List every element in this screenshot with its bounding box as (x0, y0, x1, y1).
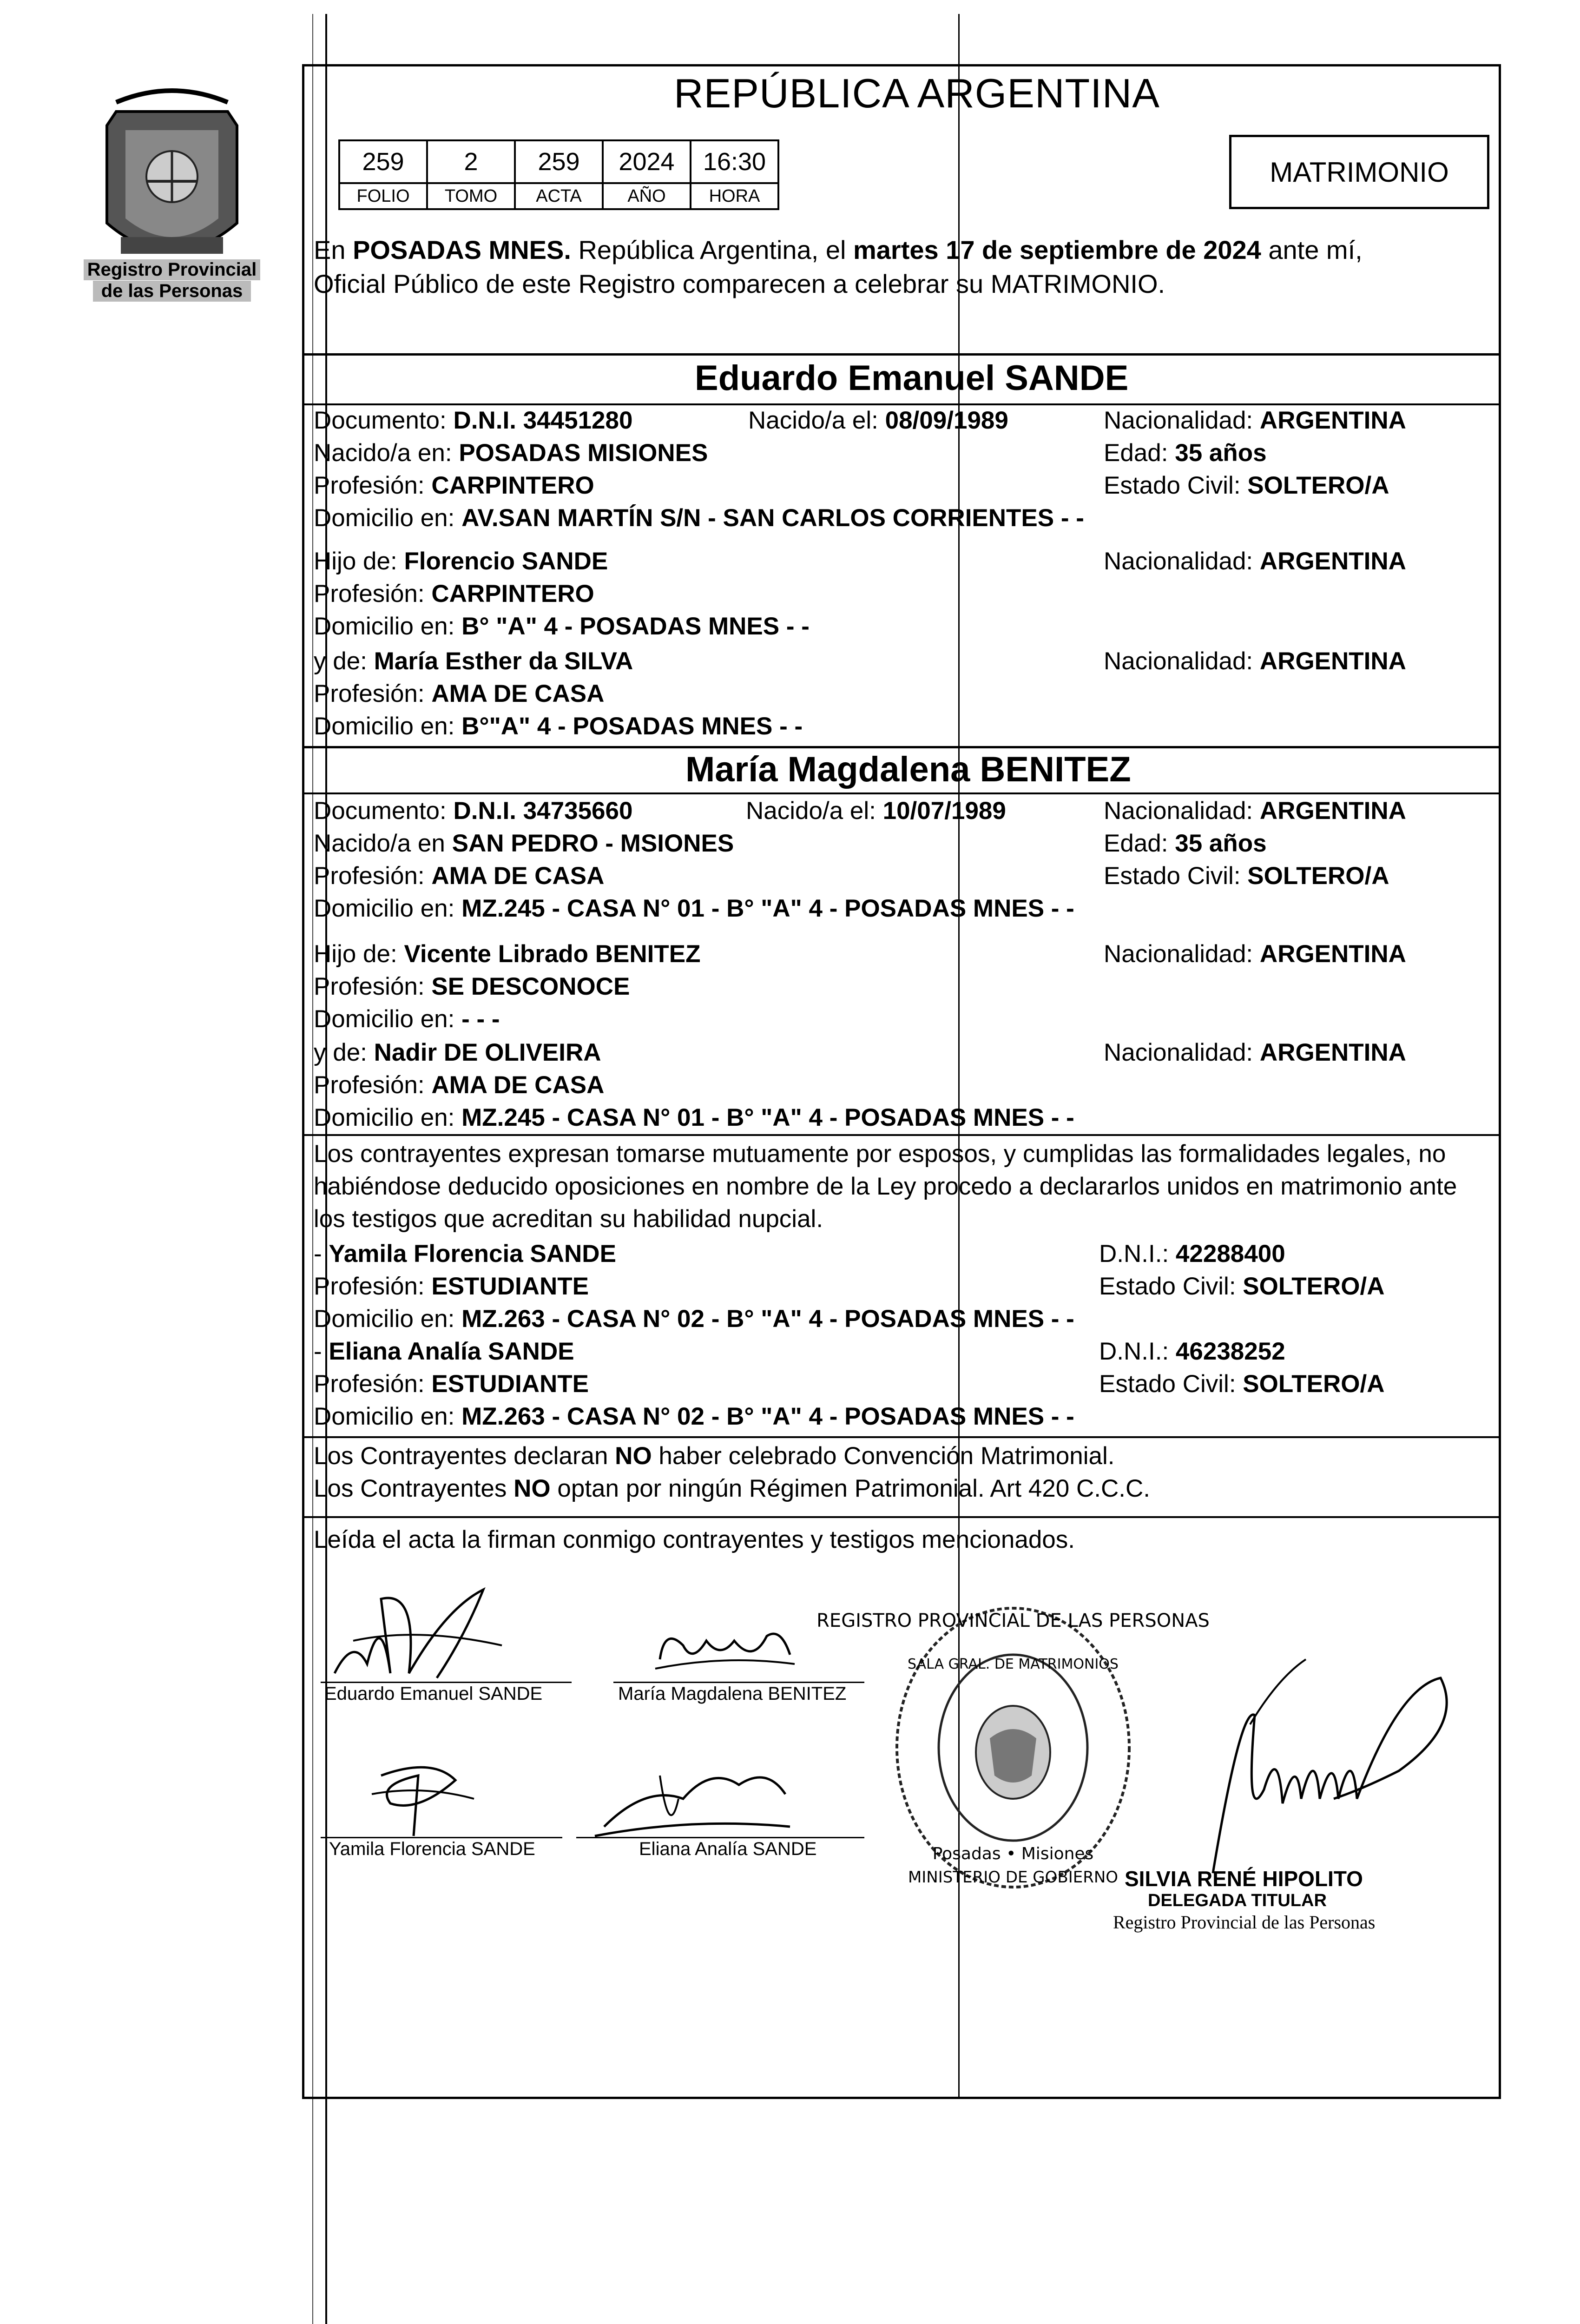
hora-value: 16:30 (691, 140, 778, 183)
value: Vicente Librado BENITEZ (404, 940, 701, 968)
intro-line-1 (314, 235, 1363, 265)
value: Yamila Florencia SANDE (329, 1240, 616, 1268)
groom-age (1104, 438, 1267, 469)
groom-civil (1104, 470, 1389, 501)
label: Nacionalidad: (1104, 407, 1260, 434)
witness-1-prof (314, 1271, 589, 1302)
divider (302, 746, 1501, 748)
label: Domicilio en: (314, 1403, 462, 1430)
label: y de: (314, 647, 374, 675)
seal-text-outer: REGISTRO PROVINCIAL DE LAS PERSONAS (816, 1610, 1210, 1631)
value: MZ.245 - CASA N° 01 - B° "A" 4 - POSADAS MNES - - (461, 895, 1074, 922)
seal-stamp (816, 1599, 1210, 1896)
witness-2-prof (314, 1369, 589, 1400)
label: Domicilio en: (314, 504, 462, 532)
groom-mother (314, 646, 633, 677)
signature-scribble (590, 1757, 795, 1850)
label: Nacido/a en (314, 830, 452, 857)
groom-addr (314, 503, 1084, 534)
label: Domicilio en: (314, 1104, 462, 1131)
intro-text-2: República Argentina, el (571, 235, 853, 264)
label: Profesión: (314, 1370, 432, 1398)
value: ARGENTINA (1259, 940, 1406, 968)
bride-mother-addr (314, 1103, 1074, 1133)
value: SE DESCONOCE (431, 973, 630, 1000)
value: SOLTERO/A (1243, 1370, 1385, 1398)
seal-text-inner: SALA GRAL. DE MATRIMONIOS (908, 1656, 1119, 1672)
value: SOLTERO/A (1247, 472, 1389, 499)
value: D.N.I. 34735660 (453, 797, 633, 825)
seal-text-city: Posadas • Misiones (932, 1844, 1094, 1863)
value: María Esther da SILVA (374, 647, 633, 675)
seal-text-bottom: MINISTERIO DE GOBIERNO (908, 1868, 1119, 1887)
bride-father-prof (314, 971, 630, 1002)
label: Profesión: (314, 862, 432, 890)
label: Profesión: (314, 472, 432, 499)
label: Nacionalidad: (1104, 940, 1260, 968)
hora-label: HORA (691, 183, 778, 209)
witness-1-addr (314, 1304, 1074, 1334)
value: MZ.263 - CASA N° 02 - B° "A" 4 - POSADAS MNES - - (461, 1403, 1074, 1430)
tomo-value: 2 (427, 140, 515, 183)
groom-father (314, 546, 608, 577)
label: Domicilio en: (314, 1005, 462, 1033)
label: Nacionalidad: (1104, 797, 1260, 825)
label: y de: (314, 1039, 374, 1066)
value: CARPINTERO (431, 580, 594, 607)
divider (302, 1134, 1501, 1136)
label: Edad: (1104, 830, 1175, 857)
label: Estado Civil: (1099, 1370, 1243, 1398)
label: Profesión: (314, 580, 432, 607)
bullet: - (314, 1338, 329, 1365)
label: Nacionalidad: (1104, 548, 1260, 575)
value: 46238252 (1175, 1338, 1285, 1365)
groom-birthplace (314, 438, 708, 469)
acta-label: ACTA (515, 183, 603, 209)
witness-1-signature (362, 1748, 483, 1843)
value: 10/07/1989 (882, 797, 1006, 825)
value: 35 años (1175, 439, 1267, 467)
emphasis: NO (615, 1442, 652, 1470)
value: ESTUDIANTE (431, 1370, 589, 1398)
text: Los Contrayentes declaran (314, 1442, 615, 1470)
bride-prof (314, 861, 604, 891)
label: Estado Civil: (1104, 862, 1248, 890)
label: Nacido/a el: (746, 797, 883, 825)
folio-label: FOLIO (339, 183, 427, 209)
text: haber celebrado Convención Matrimonial. (652, 1442, 1115, 1470)
groom-name: Eduardo Emanuel SANDE (695, 358, 1129, 398)
anio-value: 2024 (603, 140, 691, 183)
label: Domicilio en: (314, 613, 462, 640)
officer-stamp-title: DELEGADA TITULAR (1148, 1891, 1327, 1910)
intro-city: POSADAS MNES. (353, 235, 571, 264)
value: B°"A" 4 - POSADAS MNES - - (461, 713, 803, 740)
declaration-line-3: los testigos que acreditan su habilidad nupcial. (314, 1205, 823, 1233)
groom-nat (1104, 405, 1406, 436)
value: ARGENTINA (1259, 548, 1406, 575)
label: Nacido/a el: (748, 407, 885, 434)
bride-name: María Magdalena BENITEZ (685, 750, 1131, 789)
value: AMA DE CASA (431, 1071, 605, 1099)
logo-caption-2: de las Personas (93, 281, 251, 302)
label: Domicilio en: (314, 1305, 462, 1333)
label: D.N.I.: (1099, 1338, 1176, 1365)
value: MZ.263 - CASA N° 02 - B° "A" 4 - POSADAS MNES - - (461, 1305, 1074, 1333)
groom-signature-label: Eduardo Emanuel SANDE (324, 1684, 543, 1704)
intro-line-2: Oficial Público de este Registro comparecen a celebrar su MATRIMONIO. (314, 269, 1165, 298)
value: CARPINTERO (431, 472, 594, 499)
value: POSADAS MISIONES (459, 439, 708, 467)
value: 35 años (1175, 830, 1267, 857)
anio-label: AÑO (603, 183, 691, 209)
value: - - - (461, 1005, 500, 1033)
bride-addr (314, 893, 1074, 924)
witness-2-name (314, 1336, 574, 1367)
value: AMA DE CASA (431, 862, 605, 890)
value: Eliana Analía SANDE (329, 1338, 574, 1365)
groom-father-prof (314, 579, 594, 609)
label: Documento: (314, 797, 454, 825)
bride-signature (651, 1618, 799, 1680)
officer-signature (1139, 1650, 1473, 1894)
groom-signature (325, 1580, 520, 1694)
value: MZ.245 - CASA N° 01 - B° "A" 4 - POSADAS MNES - - (461, 1104, 1074, 1131)
provincial-logo (88, 84, 256, 307)
country-title: REPÚBLICA ARGENTINA (674, 70, 1160, 116)
groom-mother-prof (314, 679, 604, 709)
value: SOLTERO/A (1247, 862, 1389, 890)
intro-text: En (314, 235, 353, 264)
groom-father-nat (1104, 546, 1406, 577)
witness-2-signature-label: Eliana Analía SANDE (639, 1839, 817, 1859)
groom-prof (314, 470, 594, 501)
bride-nat (1104, 796, 1406, 826)
officer-stamp-org: Registro Provincial de las Personas (1113, 1912, 1376, 1933)
groom-doc (314, 405, 632, 436)
label: Edad: (1104, 439, 1175, 467)
label: Domicilio en: (314, 895, 462, 922)
bride-age (1104, 828, 1267, 859)
signature-scribble (325, 1580, 520, 1692)
value: ARGENTINA (1259, 1039, 1406, 1066)
groom-born (748, 405, 1008, 436)
bride-civil (1104, 861, 1389, 891)
value: ARGENTINA (1259, 797, 1406, 825)
bride-signature-line (613, 1682, 864, 1683)
bride-father-addr (314, 1004, 500, 1035)
label: Estado Civil: (1104, 472, 1248, 499)
value: D.N.I. 34451280 (453, 407, 633, 434)
officer-stamp-name: SILVIA RENÉ HIPOLITO (1125, 1867, 1363, 1891)
bride-father (314, 939, 701, 970)
folio-value: 259 (339, 140, 427, 183)
label: Nacionalidad: (1104, 647, 1260, 675)
label: Profesión: (314, 1071, 432, 1099)
value: B° "A" 4 - POSADAS MNES - - (461, 613, 810, 640)
bride-doc (314, 796, 632, 826)
value: ARGENTINA (1259, 647, 1406, 675)
divider (302, 1436, 1501, 1438)
label: Profesión: (314, 1273, 432, 1300)
emphasis: NO (514, 1475, 551, 1502)
value: ESTUDIANTE (431, 1273, 589, 1300)
label: Profesión: (314, 973, 432, 1000)
official-seal (816, 1599, 1210, 1899)
label: D.N.I.: (1099, 1240, 1176, 1268)
acta-value: 259 (515, 140, 603, 183)
groom-mother-nat (1104, 646, 1406, 677)
bride-mother (314, 1037, 601, 1068)
bullet: - (314, 1240, 329, 1268)
declaration-line-2: habiéndose deducido oposiciones en nombre de la Ley procedo a declararlos unidos en matrimonio ante (314, 1173, 1457, 1200)
witness-1-name (314, 1239, 616, 1269)
divider (302, 1516, 1501, 1518)
bride-birthplace (314, 828, 734, 859)
value: 42288400 (1175, 1240, 1285, 1268)
value: Florencio SANDE (404, 548, 608, 575)
declaration-line-1: Los contrayentes expresan tomarse mutuamente por esposos, y cumplidas las formalidades legales, no (314, 1140, 1446, 1168)
label: Estado Civil: (1099, 1273, 1243, 1300)
value: Nadir DE OLIVEIRA (374, 1039, 601, 1066)
label: Profesión: (314, 680, 432, 707)
signature-scribble (362, 1748, 483, 1841)
witness-2-addr (314, 1401, 1074, 1432)
witness-1-signature-label: Yamila Florencia SANDE (329, 1839, 535, 1859)
intro-date: martes 17 de septiembre de 2024 (853, 235, 1261, 264)
bride-mother-prof (314, 1070, 604, 1101)
bride-mother-nat (1104, 1037, 1406, 1068)
divider (302, 792, 1501, 794)
signature-scribble (1139, 1650, 1473, 1892)
logo-caption-1: Registro Provincial (84, 259, 260, 280)
witness-1-signature-line (321, 1837, 562, 1838)
signature-scribble (651, 1618, 799, 1678)
value: 08/09/1989 (885, 407, 1008, 434)
value: SAN PEDRO - MSIONES (452, 830, 734, 857)
label: Hijo de: (314, 548, 404, 575)
tomo-label: TOMO (427, 183, 515, 209)
registry-table (338, 139, 779, 210)
label: Documento: (314, 407, 454, 434)
convention-line-2 (314, 1473, 1150, 1504)
value: AV.SAN MARTÍN S/N - SAN CARLOS CORRIENTES - - (461, 504, 1084, 532)
convention-line-1 (314, 1441, 1114, 1472)
groom-mother-addr (314, 711, 803, 742)
bride-signature-label: María Magdalena BENITEZ (618, 1684, 847, 1704)
value: ARGENTINA (1259, 407, 1406, 434)
groom-father-addr (314, 611, 810, 642)
read-statement: Leída el acta la firman conmigo contrayentes y testigos mencionados. (314, 1526, 1075, 1553)
groom-signature-line (321, 1682, 572, 1683)
bride-born (746, 796, 1006, 826)
bride-father-nat (1104, 939, 1406, 970)
witness-1-civil (1099, 1271, 1385, 1302)
witness-2-dni (1099, 1336, 1285, 1367)
witness-1-dni (1099, 1239, 1285, 1269)
label: Nacionalidad: (1104, 1039, 1260, 1066)
text: Los Contrayentes (314, 1475, 514, 1502)
text: optan por ningún Régimen Patrimonial. Art 420 C.C.C. (550, 1475, 1150, 1502)
value: SOLTERO/A (1243, 1273, 1385, 1300)
label: Nacido/a en: (314, 439, 459, 467)
witness-2-signature-line (576, 1837, 864, 1838)
value: AMA DE CASA (431, 680, 605, 707)
label: Domicilio en: (314, 713, 462, 740)
intro-text-3: ante mí, (1261, 235, 1363, 264)
acta-type-box: MATRIMONIO (1229, 135, 1489, 209)
divider (302, 353, 1501, 356)
witness-2-civil (1099, 1369, 1385, 1400)
label: Hijo de: (314, 940, 404, 968)
